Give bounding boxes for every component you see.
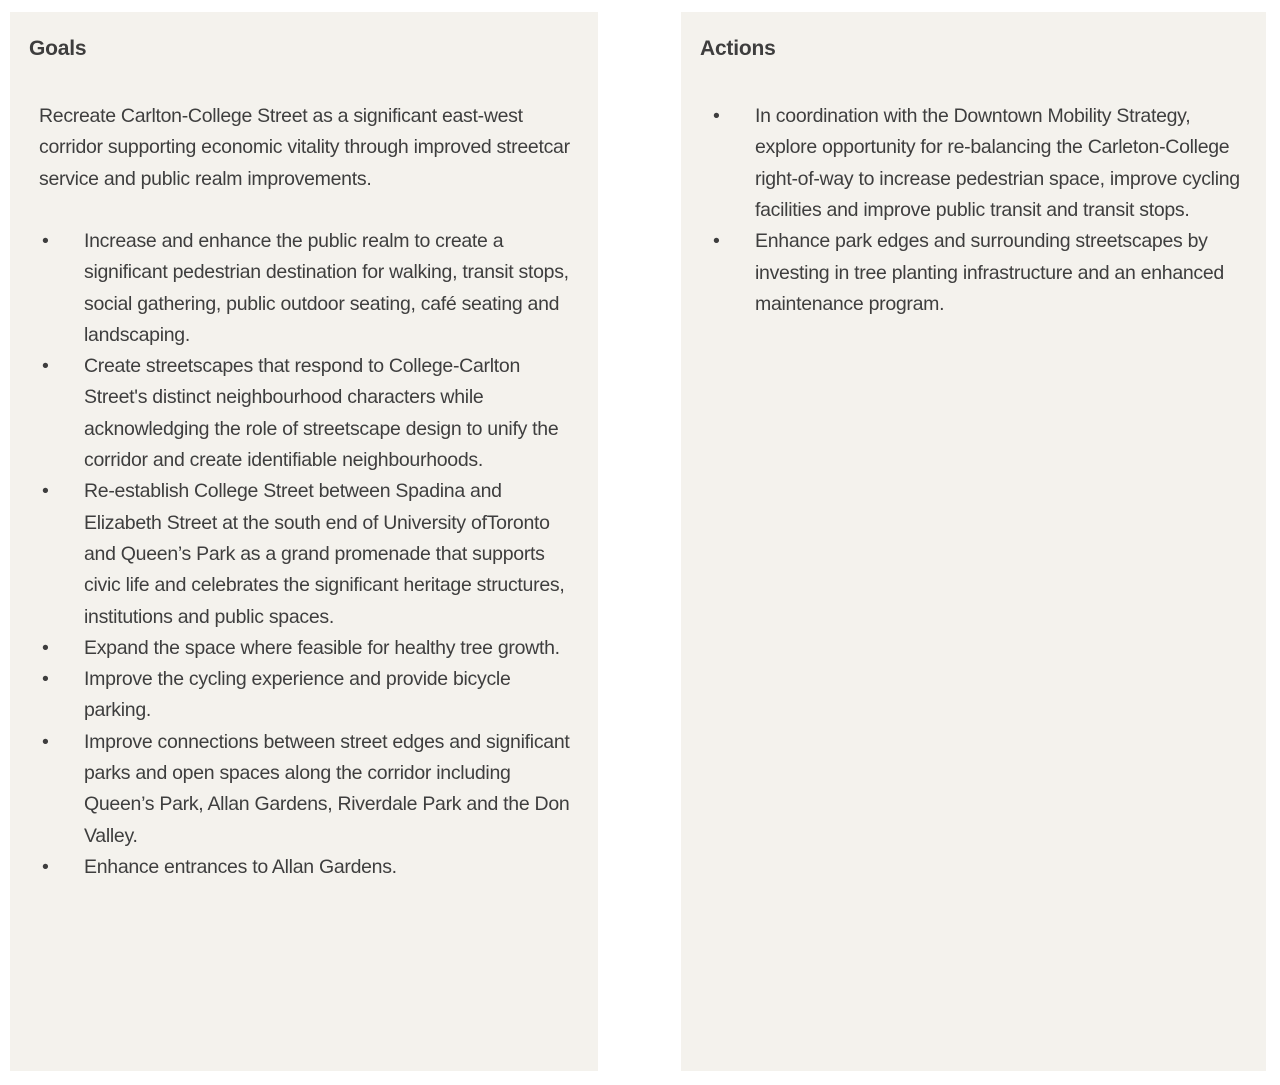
bullet-marker: • [42, 730, 49, 753]
actions-item-text: In coordination with the Downtown Mobility Strategy, explore opportunity for re-balancing the Carleton-College right-of-way to increase pedestrian space, improve cycling facilities and improve public transit and transit stops. [755, 105, 1240, 221]
actions-list-item [700, 226, 1246, 320]
goals-list-item [29, 664, 578, 727]
goals-list-item [29, 226, 578, 351]
goals-item-text: Increase and enhance the public realm to create a significant pedestrian destination for walking, transit stops, social gathering, public outdoor seating, café seating and landscaping. [84, 229, 569, 346]
actions-bullet-list [700, 101, 1246, 320]
goals-list-item [29, 852, 578, 883]
bullet-marker: • [713, 105, 720, 128]
actions-item-text: Enhance park edges and surrounding streetscapes by investing in tree planting infrastructure and an enhanced maintenance program. [755, 230, 1224, 315]
goals-item-text: Re-establish College Street between Spadina and Elizabeth Street at the south end of University ofToronto and Queen’s Park as a grand promenade that supports civic life and celebrates the significant heritage structures, institutions and public spaces. [84, 480, 565, 628]
goals-item-text: Create streetscapes that respond to College-Carlton Street's distinct neighbourhood characters while acknowledging the role of streetscape design to unify the corridor and create identifiable neighbourhoods. [84, 355, 559, 472]
goals-item-text: Improve the cycling experience and provide bicycle parking. [84, 668, 511, 722]
goals-panel [10, 12, 598, 1071]
bullet-marker: • [42, 229, 49, 252]
goals-bullet-list [29, 226, 578, 883]
bullet-marker: • [42, 855, 49, 878]
goals-item-text: Improve connections between street edges and significant parks and open spaces along the corridor including Queen’s Park, Allan Gardens, Riverdale Park and the Don Valley. [84, 730, 570, 847]
bullet-marker: • [713, 230, 720, 253]
goals-list-item [29, 633, 578, 664]
goals-list-item [29, 727, 578, 852]
actions-panel [681, 12, 1266, 1071]
goals-item-text: Expand the space where feasible for healthy tree growth. [84, 636, 560, 659]
bullet-marker: • [42, 668, 49, 691]
bullet-marker: • [42, 636, 49, 659]
actions-title: Actions [700, 37, 776, 60]
goals-intro-paragraph: Recreate Carlton-College Street as a significant east-west corridor supporting economic vitality through improved streetcar service and public realm improvements. [39, 105, 570, 190]
goals-list-item [29, 476, 578, 632]
goals-title: Goals [29, 37, 87, 60]
goals-item-text: Enhance entrances to Allan Gardens. [84, 855, 397, 878]
bullet-marker: • [42, 480, 49, 503]
goals-list-item [29, 351, 578, 476]
bullet-marker: • [42, 355, 49, 378]
actions-list-item [700, 101, 1246, 226]
